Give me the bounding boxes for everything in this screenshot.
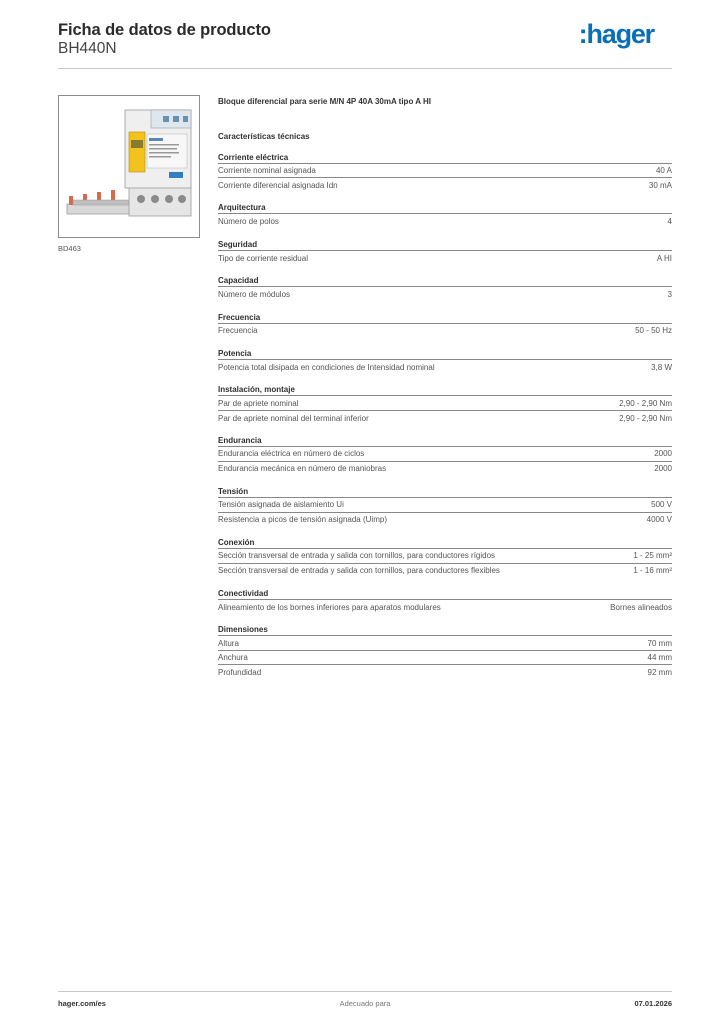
spec-sections	[218, 152, 672, 680]
spec-section	[218, 312, 672, 339]
section-title: Tensión	[218, 486, 672, 498]
section-title: Conexión	[218, 537, 672, 549]
spec-row	[218, 564, 672, 579]
spec-label: Tensión asignada de aislamiento Ui	[218, 500, 344, 510]
page-header	[58, 20, 672, 70]
spec-row	[218, 665, 672, 680]
spec-row	[218, 164, 672, 179]
spec-value: 4000 V	[646, 515, 672, 525]
spec-value: 1 - 16 mm²	[633, 566, 672, 576]
spec-row	[218, 447, 672, 462]
spec-section	[218, 486, 672, 527]
spec-label: Potencia total disipada en condiciones de Intensidad nominal	[218, 362, 435, 372]
spec-row	[218, 600, 672, 615]
spec-row	[218, 462, 672, 477]
section-title: Dimensiones	[218, 624, 672, 636]
spec-label: Par de apriete nominal del terminal inferior	[218, 413, 369, 423]
hager-logo: :hager	[578, 19, 654, 49]
product-illustration	[59, 96, 200, 238]
spec-row	[218, 214, 672, 229]
spec-label: Endurancia mecánica en número de maniobras	[218, 464, 387, 474]
section-title: Frecuencia	[218, 312, 672, 324]
spec-value: 2000	[654, 449, 672, 459]
spec-value: 40 A	[655, 165, 672, 175]
spec-label: Corriente nominal asignada	[218, 165, 316, 175]
product-reference: BH440N	[58, 40, 117, 57]
footer-divider	[58, 991, 672, 992]
product-description: Bloque diferencial para serie M/N 4P 40A 30mA tipo A HI	[218, 97, 431, 106]
spec-section	[218, 624, 672, 680]
spec-content	[218, 96, 672, 690]
section-title: Capacidad	[218, 275, 672, 287]
spec-label: Altura	[218, 638, 239, 648]
spec-label: Anchura	[218, 653, 248, 663]
spec-label: Número de módulos	[218, 289, 291, 299]
section-title: Corriente eléctrica	[218, 152, 672, 164]
spec-label: Número de polos	[218, 217, 279, 227]
spec-value: 1 - 25 mm²	[633, 551, 672, 561]
spec-row	[218, 411, 672, 426]
spec-section	[218, 588, 672, 615]
spec-section	[218, 384, 672, 425]
image-caption: BD463	[58, 244, 81, 253]
spec-value: 3	[667, 289, 672, 299]
spec-value: 2,90 - 2,90 Nm	[619, 398, 672, 408]
spec-value: A HI	[656, 253, 672, 263]
footer-date: 07.01.2026	[634, 999, 672, 1008]
spec-value: 70 mm	[647, 638, 672, 648]
spec-label: Endurancia eléctrica en número de ciclos	[218, 449, 365, 459]
footer-suitable-for: Adecuado para	[339, 999, 391, 1008]
spec-label: Frecuencia	[218, 326, 258, 336]
spec-label: Sección transversal de entrada y salida con tornillos, para conductores flexibles	[218, 566, 500, 576]
spec-value: 4	[667, 217, 672, 227]
spec-section	[218, 275, 672, 302]
section-title: Seguridad	[218, 239, 672, 251]
spec-row	[218, 178, 672, 193]
header-divider	[58, 68, 672, 69]
spec-value: 2000	[654, 464, 672, 474]
spec-label: Profundidad	[218, 668, 262, 678]
spec-label: Resistencia a picos de tensión asignada (Uimp)	[218, 515, 387, 525]
section-title: Arquitectura	[218, 202, 672, 214]
spec-section	[218, 537, 672, 578]
spec-section	[218, 152, 672, 193]
spec-row	[218, 360, 672, 375]
spec-section	[218, 239, 672, 266]
spec-section	[218, 435, 672, 476]
spec-label: Corriente diferencial asignada Idn	[218, 180, 338, 190]
spec-value: 92 mm	[647, 668, 672, 678]
spec-label: Sección transversal de entrada y salida con tornillos, para conductores rígidos	[218, 551, 496, 561]
spec-value: 50 - 50 Hz	[635, 326, 672, 336]
section-title: Endurancia	[218, 435, 672, 447]
spec-value: 44 mm	[647, 653, 672, 663]
spec-row	[218, 498, 672, 513]
spec-row	[218, 636, 672, 651]
spec-value: 30 mA	[648, 180, 672, 190]
product-image	[58, 95, 200, 238]
spec-label: Par de apriete nominal	[218, 398, 299, 408]
spec-value: 500 V	[651, 500, 672, 510]
technical-heading: Características técnicas	[218, 132, 310, 141]
spec-row	[218, 549, 672, 564]
section-title: Conectividad	[218, 588, 672, 600]
spec-row	[218, 396, 672, 411]
spec-label: Alineamiento de los bornes inferiores para aparatos modulares	[218, 602, 441, 612]
spec-value: Bornes alineados	[610, 602, 672, 612]
spec-section	[218, 202, 672, 229]
website-link[interactable]: hager.com/es	[58, 999, 106, 1008]
section-title: Instalación, montaje	[218, 384, 672, 396]
spec-row	[218, 513, 672, 528]
section-title: Potencia	[218, 348, 672, 360]
spec-row	[218, 324, 672, 339]
spec-row	[218, 651, 672, 666]
spec-value: 2,90 - 2,90 Nm	[619, 413, 672, 423]
spec-label: Tipo de corriente residual	[218, 253, 308, 263]
document-title: Ficha de datos de producto	[58, 21, 271, 39]
spec-section	[218, 348, 672, 375]
spec-row	[218, 251, 672, 266]
spec-row	[218, 287, 672, 302]
spec-value: 3,8 W	[651, 362, 672, 372]
